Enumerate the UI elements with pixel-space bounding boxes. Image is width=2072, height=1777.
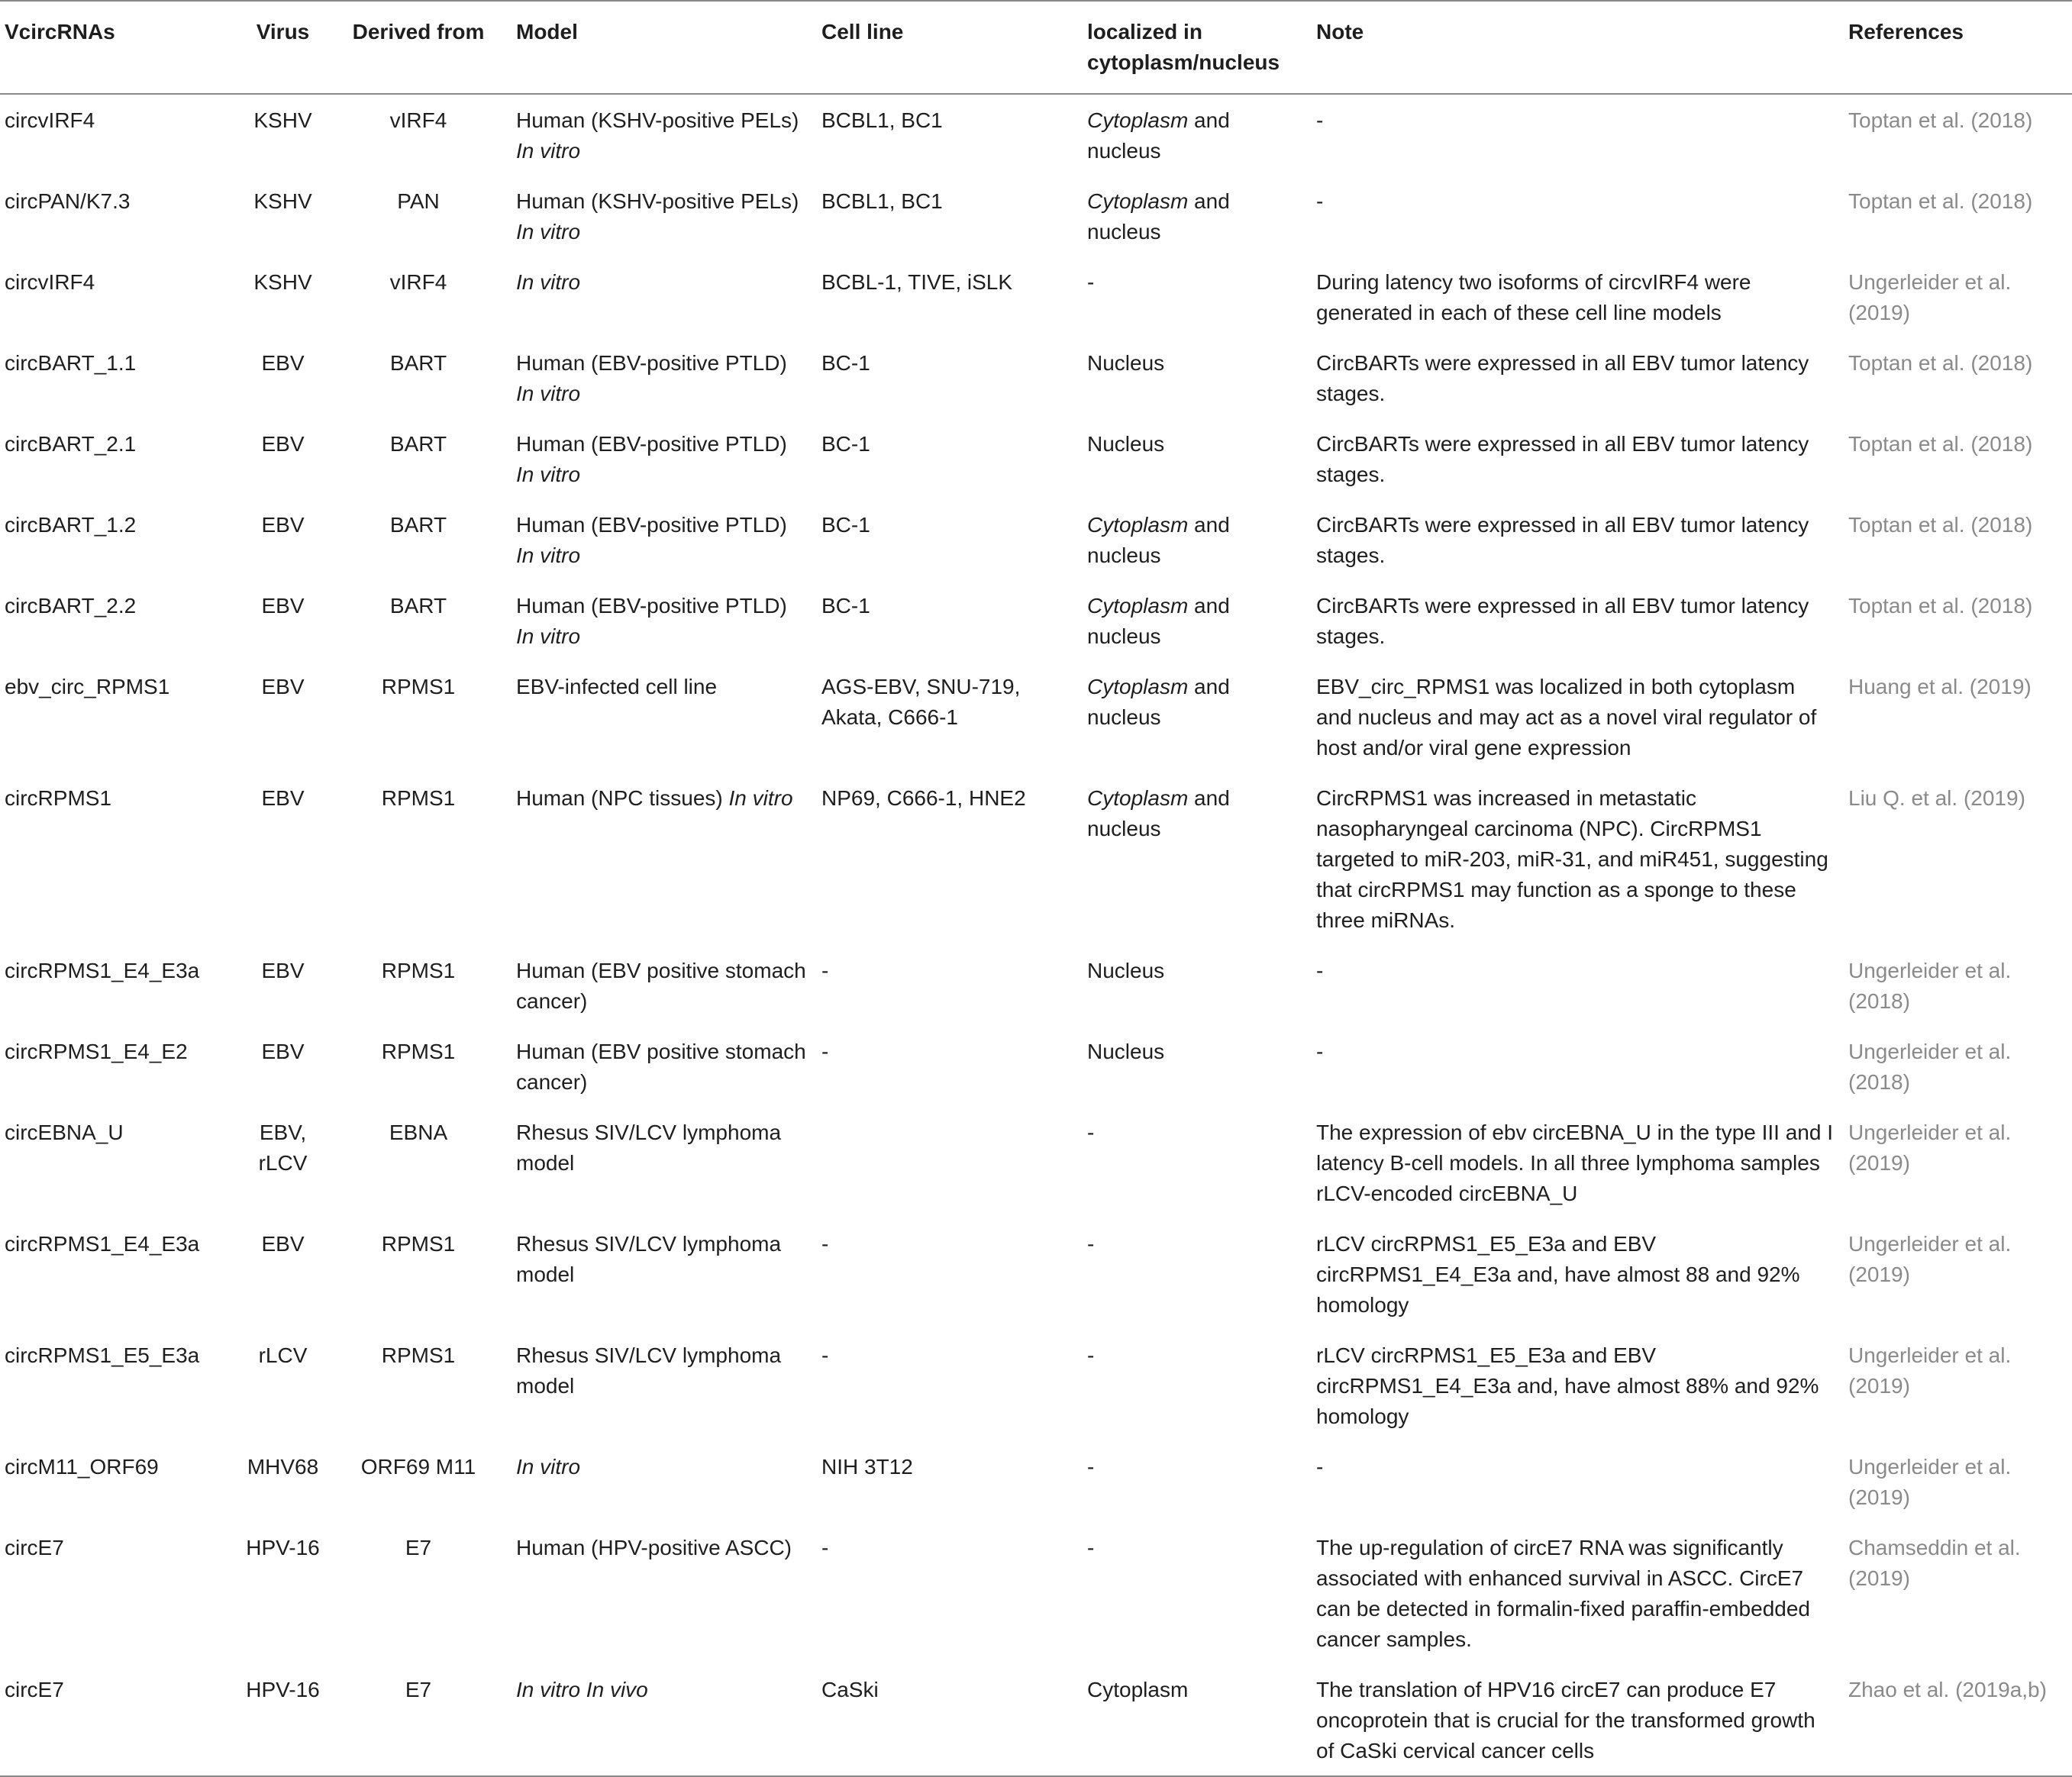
table-row [0,167,2072,248]
localization-cell [1083,572,1312,653]
model-text: Human (EBV-positive PTLD) [516,513,787,537]
vcircrna-cell: circvIRF4 [5,270,95,294]
virus-cell: EBV [261,786,305,810]
header-model: Model [516,20,578,44]
localization-cell [1083,1433,1312,1514]
reference-cell: Chamseddin et al. (2019) [1848,1536,2021,1590]
note-cell: CircRPMS1 was increased in metastatic nasopharyngeal carcinoma (NPC). CircRPMS1 targeted to miR-203, miR-31, and miR451, suggesting that circRPMS1 may function as a sponge to these three miRNAs. [1316,786,1828,932]
header-derived-from: Derived from [352,20,485,44]
derived-from-cell: E7 [405,1678,432,1701]
derived-from-cell: RPMS1 [381,959,456,982]
reference-cell: Ungerleider et al. (2019) [1848,1455,2012,1509]
cell-line-cell: AGS-EBV, SNU-719, Akata, C666-1 [821,675,1021,729]
model-text: Rhesus SIV/LCV lymphoma model [516,1343,782,1398]
model-text: Rhesus SIV/LCV lymphoma model [516,1232,782,1286]
vcircrna-cell: circRPMS1_E4_E3a [5,959,200,982]
localization-text: and nucleus [1087,513,1230,567]
table-row [0,653,2072,764]
reference-cell: Ungerleider et al. (2018) [1848,959,2012,1013]
vcircrna-cell: circBART_1.1 [5,351,137,375]
model-cell [512,764,817,937]
localization-cell [1083,653,1312,764]
reference-cell: Ungerleider et al. (2018) [1848,1040,2012,1094]
derived-from-cell: RPMS1 [381,786,456,810]
localization-text: - [1087,1536,1095,1559]
vcircrna-cell: circE7 [5,1536,64,1559]
reference-cell: Ungerleider et al. (2019) [1848,1232,2012,1286]
model-cell [512,1321,817,1433]
note-cell: - [1316,189,1324,213]
virus-cell: EBV [261,1232,305,1256]
derived-from-cell: RPMS1 [381,1232,456,1256]
cell-line-cell: - [821,1343,829,1367]
reference-cell: Liu Q. et al. (2019) [1848,786,2025,810]
localization-text: - [1087,1455,1095,1479]
virus-cell: EBV [261,432,305,456]
reference-cell: Toptan et al. (2018) [1848,432,2033,456]
model-cell [512,94,817,167]
localization-cell [1083,1018,1312,1098]
localization-text: - [1087,1343,1095,1367]
virus-cell: EBV [261,1040,305,1063]
model-cell [512,329,817,410]
localization-cell [1083,1514,1312,1656]
model-text: Human (NPC tissues) [516,786,729,810]
localization-cell [1083,167,1312,248]
table-row [0,491,2072,572]
table-row [0,410,2072,491]
virus-cell: KSHV [253,189,312,213]
header-vcircrnas: VcircRNAs [5,20,115,44]
localization-cell [1083,248,1312,329]
localization-text: - [1087,270,1095,294]
cell-line-cell: BC-1 [821,594,870,618]
note-cell: The expression of ebv circEBNA_U in the type III and I latency B-cell models. In all three lymphoma samples rLCV-encoded circEBNA_U [1316,1121,1834,1205]
note-cell: rLCV circRPMS1_E5_E3a and EBV circRPMS1_E4_E3a and, have almost 88 and 92% homology [1316,1232,1800,1317]
reference-cell: Toptan et al. (2018) [1848,108,2033,132]
model-text: Human (EBV positive stomach cancer) [516,1040,806,1094]
note-cell: CircBARTs were expressed in all EBV tumor latency stages. [1316,351,1809,405]
note-cell: During latency two isoforms of circvIRF4 were generated in each of these cell line models [1316,270,1751,324]
model-cell [512,1514,817,1656]
vcircrna-cell: circRPMS1_E4_E2 [5,1040,188,1063]
model-italic-text: In vitro [516,624,581,648]
note-cell: EBV_circ_RPMS1 was localized in both cytoplasm and nucleus and may act as a novel viral regulator of host and/or viral gene expression [1316,675,1817,759]
model-italic-text: In vitro [516,139,581,163]
localization-italic-text: Cytoplasm [1087,108,1189,132]
table-row [0,1321,2072,1433]
derived-from-cell: BART [389,513,447,537]
model-cell [512,410,817,491]
derived-from-cell: BART [389,594,447,618]
model-italic-text: In vitro [516,463,581,486]
model-text: Human (EBV-positive PTLD) [516,432,787,456]
localization-cell [1083,329,1312,410]
virus-cell: MHV68 [247,1455,319,1479]
model-text: Human (KSHV-positive PELs) [516,108,799,132]
cell-line-cell: - [821,1040,829,1063]
localization-text: and nucleus [1087,675,1230,729]
model-cell [512,572,817,653]
table-row [0,1210,2072,1321]
localization-text: Nucleus [1087,1040,1165,1063]
vcircrna-cell: circRPMS1 [5,786,112,810]
cell-line-cell: NP69, C666-1, HNE2 [821,786,1026,810]
virus-cell: EBV, rLCV [258,1121,308,1175]
virus-cell: HPV-16 [246,1536,320,1559]
localization-italic-text: Cytoplasm [1087,786,1189,810]
localization-italic-text: Cytoplasm [1087,189,1189,213]
vcircrna-cell: ebv_circ_RPMS1 [5,675,170,698]
cell-line-cell: BC-1 [821,351,870,375]
model-text: Rhesus SIV/LCV lymphoma model [516,1121,782,1175]
reference-cell: Toptan et al. (2018) [1848,351,2033,375]
model-italic-text: In vitro [516,270,581,294]
header-cell-line: Cell line [821,20,904,44]
table-row [0,1514,2072,1656]
virus-cell: EBV [261,959,305,982]
vcircrna-cell: circE7 [5,1678,64,1701]
table-row [0,1656,2072,1776]
cell-line-cell: BCBL-1, TIVE, iSLK [821,270,1013,294]
localization-italic-text: Cytoplasm [1087,675,1189,698]
note-cell: The up-regulation of circE7 RNA was significantly associated with enhanced survival in ASCC. CircE7 can be detected in formalin-fixed paraffin-embedded cancer samples. [1316,1536,1810,1651]
model-cell [512,1018,817,1098]
localization-cell [1083,937,1312,1018]
model-italic-text: In vitro [728,786,793,810]
header-localization: localized in cytoplasm/nucleus [1087,20,1280,74]
vcircrna-cell: circvIRF4 [5,108,95,132]
localization-text: Nucleus [1087,432,1165,456]
cell-line-cell: - [821,1232,829,1256]
virus-cell: EBV [261,351,305,375]
note-cell: - [1316,108,1324,132]
model-cell [512,1656,817,1776]
cell-line-cell: - [821,1536,829,1559]
model-italic-text: In vitro [516,1455,581,1479]
localization-text: and nucleus [1087,189,1230,243]
model-cell [512,1210,817,1321]
vcircrna-cell: circM11_ORF69 [5,1455,159,1479]
table-row [0,1098,2072,1210]
derived-from-cell: E7 [405,1536,432,1559]
reference-cell: Ungerleider et al. (2019) [1848,1343,2012,1398]
derived-from-cell: BART [389,432,447,456]
model-text: Human (HPV-positive ASCC) [516,1536,792,1559]
cell-line-cell: - [821,959,829,982]
model-cell [512,491,817,572]
virus-cell: rLCV [258,1343,308,1367]
localization-cell [1083,1321,1312,1433]
cell-line-cell: BC-1 [821,513,870,537]
derived-from-cell: EBNA [389,1121,448,1144]
reference-cell: Toptan et al. (2018) [1848,594,2033,618]
model-cell [512,1433,817,1514]
note-cell: CircBARTs were expressed in all EBV tumor latency stages. [1316,513,1809,567]
cell-line-cell: BCBL1, BC1 [821,108,943,132]
localization-text: Nucleus [1087,351,1165,375]
model-cell [512,653,817,764]
localization-italic-text: Cytoplasm [1087,513,1189,537]
table-row [0,248,2072,329]
reference-cell: Zhao et al. (2019a,b) [1848,1678,2047,1701]
vcircrna-cell: circEBNA_U [5,1121,124,1144]
table-row [0,764,2072,937]
cell-line-cell: BC-1 [821,432,870,456]
table-row [0,1433,2072,1514]
localization-italic-text: Cytoplasm [1087,594,1189,618]
virus-cell: KSHV [253,270,312,294]
cell-line-cell: BCBL1, BC1 [821,189,943,213]
model-text: Human (EBV-positive PTLD) [516,594,787,618]
vcircrna-cell: circBART_1.2 [5,513,137,537]
model-italic-text: In vitro [516,220,581,243]
header-row [0,1,2072,94]
localization-text: and nucleus [1087,594,1230,648]
table-body [0,94,2072,1776]
reference-cell: Toptan et al. (2018) [1848,189,2033,213]
localization-text: - [1087,1232,1095,1256]
localization-text: Cytoplasm [1087,1678,1189,1701]
header-virus: Virus [256,20,310,44]
reference-cell: Ungerleider et al. (2019) [1848,270,2012,324]
virus-cell: HPV-16 [246,1678,320,1701]
note-cell: - [1316,1040,1324,1063]
model-cell [512,1098,817,1210]
derived-from-cell: RPMS1 [381,675,456,698]
localization-cell [1083,1210,1312,1321]
localization-cell [1083,94,1312,167]
table-row [0,94,2072,167]
derived-from-cell: ORF69 M11 [360,1455,476,1479]
localization-cell [1083,491,1312,572]
table-row [0,937,2072,1018]
localization-cell [1083,764,1312,937]
reference-cell: Huang et al. (2019) [1848,675,2032,698]
localization-text: - [1087,1121,1095,1144]
model-cell [512,937,817,1018]
virus-cell: EBV [261,594,305,618]
note-cell: - [1316,1455,1324,1479]
reference-cell: Ungerleider et al. (2019) [1848,1121,2012,1175]
note-cell: The translation of HPV16 circE7 can produce E7 oncoprotein that is crucial for the transformed growth of CaSki cervical cancer cells [1316,1678,1815,1762]
model-cell [512,167,817,248]
note-cell: CircBARTs were expressed in all EBV tumor latency stages. [1316,432,1809,486]
vcircrna-cell: circBART_2.2 [5,594,137,618]
table-row [0,329,2072,410]
note-cell: rLCV circRPMS1_E5_E3a and EBV circRPMS1_E4_E3a and, have almost 88% and 92% homology [1316,1343,1819,1428]
derived-from-cell: BART [389,351,447,375]
localization-text: and nucleus [1087,786,1230,840]
cell-line-cell [817,1098,1083,1210]
note-cell: CircBARTs were expressed in all EBV tumor latency stages. [1316,594,1809,648]
table-header [0,1,2072,94]
model-cell [512,248,817,329]
localization-cell [1083,410,1312,491]
vcircrna-cell: circBART_2.1 [5,432,137,456]
derived-from-cell: vIRF4 [389,270,447,294]
vcircrna-cell: circRPMS1_E5_E3a [5,1343,200,1367]
model-text: Human (EBV positive stomach cancer) [516,959,806,1013]
model-italic-text: In vitro [516,382,581,405]
model-text: Human (EBV-positive PTLD) [516,351,787,375]
localization-text: and nucleus [1087,108,1230,163]
virus-cell: EBV [261,513,305,537]
model-text: EBV-infected cell line [516,675,718,698]
virus-cell: EBV [261,675,305,698]
note-cell: - [1316,959,1324,982]
virus-cell: KSHV [253,108,312,132]
derived-from-cell: PAN [397,189,440,213]
derived-from-cell: RPMS1 [381,1343,456,1367]
model-italic-text: In vitro [516,543,581,567]
table-row [0,1018,2072,1098]
header-references: References [1848,20,1964,44]
header-note: Note [1316,20,1364,44]
reference-cell: Toptan et al. (2018) [1848,513,2033,537]
cell-line-cell: CaSki [821,1678,879,1701]
derived-from-cell: RPMS1 [381,1040,456,1063]
vcircrna-cell: circPAN/K7.3 [5,189,131,213]
localization-text: Nucleus [1087,959,1165,982]
model-italic-text: In vitro In vivo [516,1678,648,1701]
localization-cell [1083,1656,1312,1776]
localization-cell [1083,1098,1312,1210]
derived-from-cell: vIRF4 [389,108,447,132]
vcircrna-cell: circRPMS1_E4_E3a [5,1232,200,1256]
model-text: Human (KSHV-positive PELs) [516,189,799,213]
table-row [0,572,2072,653]
cell-line-cell: NIH 3T12 [821,1455,913,1479]
